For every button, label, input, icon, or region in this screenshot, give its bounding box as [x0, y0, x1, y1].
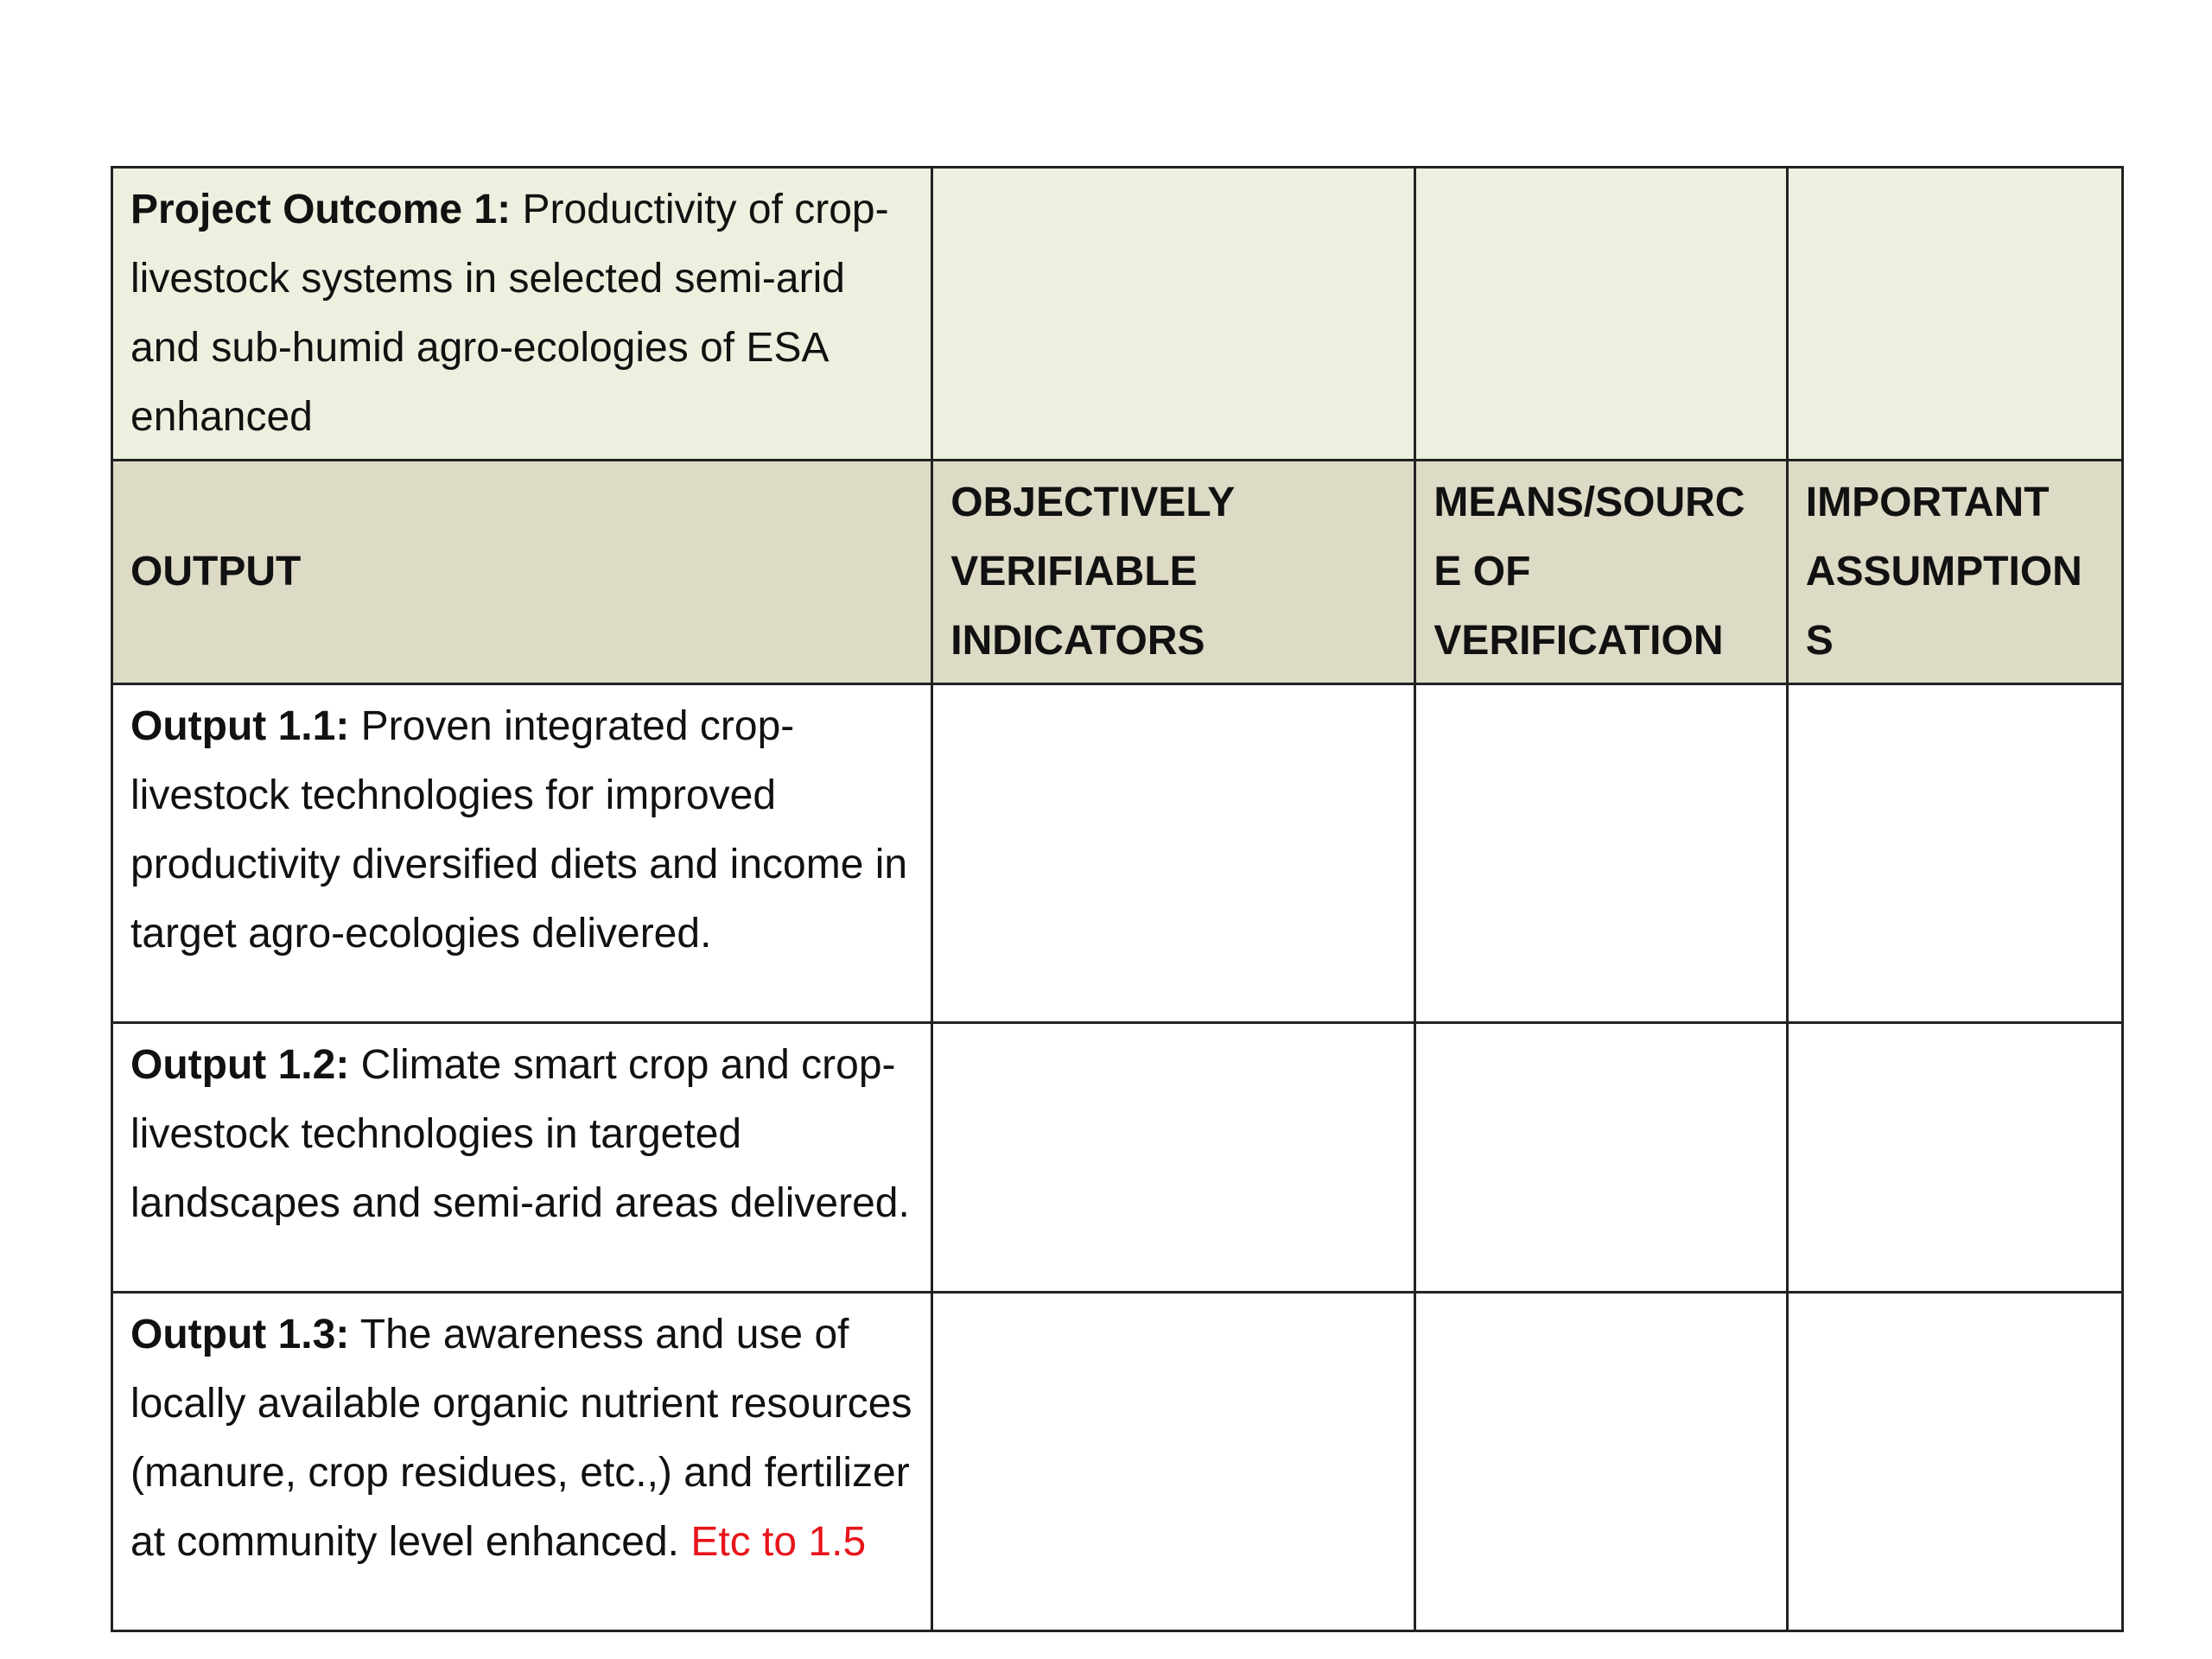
- output-1-2-assumptions-cell: [1787, 1023, 2122, 1293]
- output-1-1-assumptions-cell: [1787, 684, 2122, 1023]
- output-1-3-cell: [112, 1293, 932, 1631]
- header-row: [112, 461, 2123, 684]
- outcome-means-cell: [1415, 168, 1787, 461]
- table-row: [112, 1293, 2123, 1631]
- output-1-2-text: Climate smart crop and crop-livestock technologies in targeted landscapes and semi-arid areas delivered.: [130, 1042, 910, 1226]
- output-1-1-text: Proven integrated crop-livestock technologies for improved productivity diversified diets and income in target agro-ecologies delivered.: [130, 703, 908, 957]
- table-row: [112, 684, 2123, 1023]
- outcome-indicators-cell: [932, 168, 1415, 461]
- output-1-3-indicators-cell: [932, 1293, 1415, 1631]
- output-1-2-label: Output 1.2:: [130, 1042, 350, 1088]
- output-1-3-label: Output 1.3:: [130, 1312, 350, 1357]
- project-outcome-label: Project Outcome 1:: [130, 187, 512, 232]
- header-assumptions: IMPORTANT ASSUMPTIONS: [1787, 461, 2122, 684]
- output-1-1-indicators-cell: [932, 684, 1415, 1023]
- outcome-assumptions-cell: [1787, 168, 2122, 461]
- output-1-1-label: Output 1.1:: [130, 703, 350, 749]
- table-row: [112, 1023, 2123, 1293]
- header-indicators: OBJECTIVELY VERIFIABLE INDICATORS: [932, 461, 1415, 684]
- output-1-2-indicators-cell: [932, 1023, 1415, 1293]
- output-1-1-cell: [112, 684, 932, 1023]
- output-1-3-note: Etc to 1.5: [690, 1519, 867, 1565]
- project-outcome-row: [112, 168, 2123, 461]
- output-1-1-means-cell: [1415, 684, 1787, 1023]
- output-1-3-assumptions-cell: [1787, 1293, 2122, 1631]
- output-1-2-means-cell: [1415, 1023, 1787, 1293]
- header-means: MEANS/SOURCE OF VERIFICATION: [1415, 461, 1787, 684]
- logframe-table: [111, 166, 2124, 1632]
- header-output: OUTPUT: [112, 461, 932, 684]
- output-1-3-means-cell: [1415, 1293, 1787, 1631]
- project-outcome-cell: [112, 168, 932, 461]
- output-1-2-cell: [112, 1023, 932, 1293]
- project-outcome-text: Productivity of crop-livestock systems in selected semi-arid and sub-humid agro-ecologies of ESA enhanced: [130, 187, 889, 440]
- output-1-3-text: The awareness and use of locally available organic nutrient resources (manure, crop residues, etc.,) and fertilizer at community level enhanced.: [130, 1312, 912, 1565]
